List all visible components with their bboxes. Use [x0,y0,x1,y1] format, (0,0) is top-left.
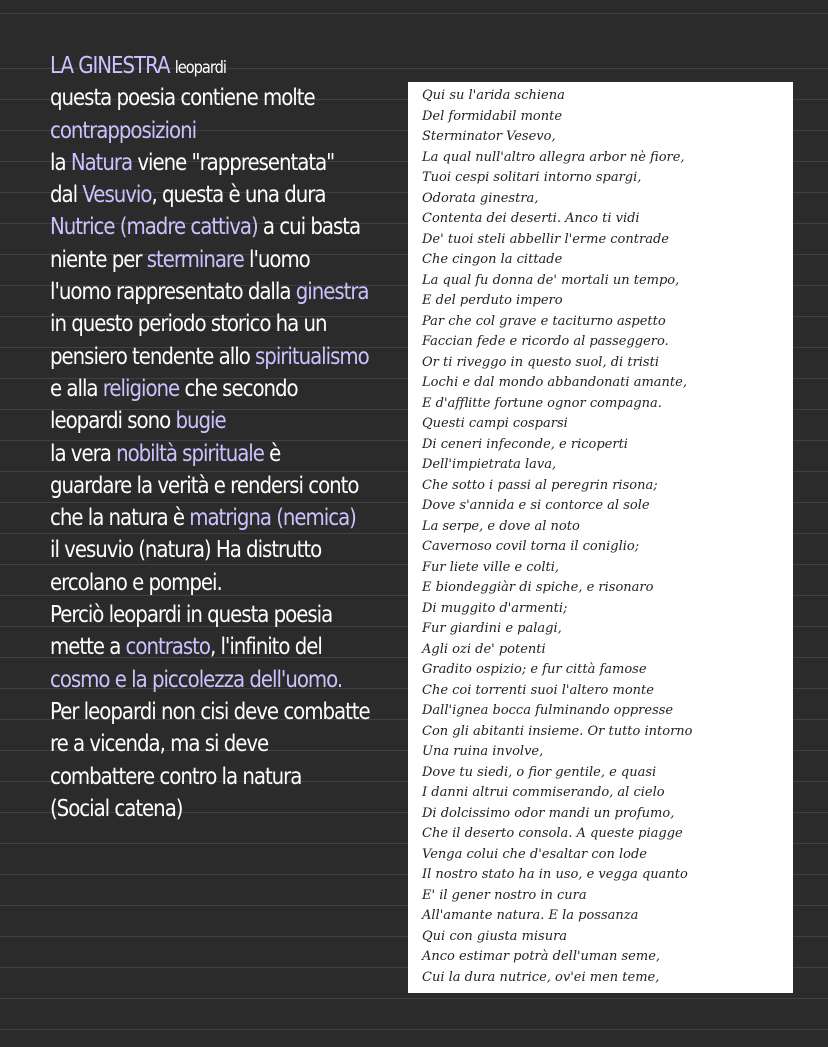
poem-line: Che il deserto consola. A queste piagge [422,826,683,841]
note-text: che secondo [179,375,298,402]
note-text: a cui basta [257,214,361,241]
poem-line: Con gli abitanti insieme. Or tutto intorno [422,723,693,739]
poem-line: All'amante natura. E la possanza [422,908,639,923]
note-text: questa poesia contiene molte [50,85,315,112]
poem-line: Dove s'annida e si contorce al sole [422,498,650,513]
poem-line: Che cingon la cittade [422,252,563,267]
poem-line: Odorata ginestra, [422,190,539,206]
note-text: mette a [50,634,126,661]
poem-line: Par che col grave e taciturno aspetto [422,313,666,329]
poem-line: Questi campi cosparsi [422,416,568,431]
poem-line: Fur giardini e palagi, [422,621,562,636]
note-line [50,405,360,437]
note-text: ercolano e pompei. [50,569,222,596]
poem-line: De' tuoi steli abbellir l'erme contrade [422,231,669,247]
note-text: l'uomo rappresentato dalla [50,279,296,306]
note-line [50,631,360,663]
note-highlight-text: spiritualismo [255,343,369,370]
poem-line: Anco estimar potrà dell'uman seme, [422,949,661,964]
note-line [50,761,360,793]
poem-line: Contenta dei deserti. Anco ti vidi [422,211,640,226]
note-text: , questa è una dura [151,182,326,209]
poem-line: I danni altrui commiserando, al cielo [422,785,665,800]
note-line [50,276,369,308]
note-line [50,211,360,243]
note-highlight-text: sterminare [146,246,244,273]
note-line [50,438,360,470]
poem-line: La qual null'altro allegra arbor nè fiore, [422,149,685,165]
poem-line: Dove tu siedi, o fior gentile, e quasi [422,764,657,780]
note-highlight-text: contrapposizioni [50,117,197,144]
poem-line: Faccian fede e ricordo al passeggero. [422,334,669,349]
note-line [50,696,370,728]
poem-line: Qui con giusta misura [422,928,568,944]
poem-line: Cui la dura nutrice, ov'ei men teme, [422,969,660,985]
poem-line: Di dolcissimo odor mandi un profumo, [422,805,675,821]
note-text: combattere contro la natura [50,763,302,790]
note-text: dal [50,182,83,209]
note-highlight-text: nobiltà spirituale [116,440,264,467]
handwritten-notes [50,50,410,825]
note-line [50,599,360,631]
poem-excerpt-panel [408,82,793,993]
note-text: leopardi sono [50,408,176,435]
poem-line: Cavernoso covil torna il coniglio; [422,539,640,554]
note-text: (Social catena) [50,795,183,822]
note-text: il vesuvio (natura) Ha distrutto [50,537,322,564]
poem-line: E biondeggiàr di spiche, e risonaro [422,580,654,595]
note-text: guardare la verità e rendersi conto [50,472,359,499]
poem-line: Fur liete ville e colti, [422,559,560,575]
note-highlight-text: Nutrice (madre cattiva) [50,214,258,241]
poem-text [422,86,692,988]
note-line [50,50,360,82]
note-line [50,534,360,566]
note-text: Per leopardi non cisi deve combatte [50,698,370,725]
note-line [50,308,360,340]
poem-line: Lochi e dal mondo abbandonati amante, [422,375,687,390]
note-text: re a vicenda, ma si deve [50,731,269,758]
note-line [50,470,360,502]
note-line [50,373,360,405]
note-highlight-text: Vesuvio [82,182,152,209]
note-text: , l'infinito del [209,634,322,661]
note-text: è [263,440,281,467]
note-highlight-text: cosmo e la piccolezza dell'uomo. [50,666,343,693]
note-highlight-text: contrasto [125,634,210,661]
poem-line: La serpe, e dove al noto [422,518,580,534]
poem-line: E' il gener nostro in cura [422,887,587,903]
note-line [50,567,360,599]
note-line [50,82,360,114]
note-text: pensiero tendente allo [50,343,256,370]
poem-line: Di muggito d'armenti; [422,600,568,616]
note-line [50,179,360,211]
poem-line: Tuoi cespi solitari intorno spargi, [422,170,642,185]
note-text: niente per [50,246,147,273]
poem-line: E d'afflitte fortune ognor compagna. [422,395,662,411]
note-line [50,147,360,179]
poem-line: La qual fu donna de' mortali un tempo, [422,272,680,288]
note-text: leopardi [174,58,226,78]
note-highlight-text: Natura [70,149,133,176]
poem-line: Una ruina involve, [422,744,544,759]
poem-line: E del perduto impero [422,293,563,308]
note-text: la [50,149,71,176]
note-highlight-text: ginestra [295,279,369,306]
poem-line: Agli ozi de' potenti [422,641,546,657]
note-line [50,728,360,760]
poem-line: Il nostro stato ha in uso, e vegga quanto [422,867,688,882]
note-text: che la natura è [50,505,190,532]
note-highlight-text: matrigna (nemica) [189,505,356,532]
note-line [50,341,369,373]
poem-line: Dall'ignea bocca fulminando oppresse [422,703,674,718]
note-line [50,793,360,825]
poem-line: Venga colui che d'esaltar con lode [422,846,647,862]
poem-line: Che sotto i passi al peregrin risona; [422,477,658,493]
note-line [50,115,360,147]
poem-line: Qui su l'arida schiena [422,88,565,103]
note-text: e alla [50,375,103,402]
note-line [50,664,360,696]
poem-line: Che coi torrenti suoi l'altero monte [422,682,654,698]
poem-line: Del formidabil monte [422,108,563,124]
note-text: l'uomo [243,246,310,273]
poem-line: Sterminator Vesevo, [422,129,556,144]
note-line [50,502,360,534]
poem-line: Di ceneri infeconde, e ricoperti [422,436,628,452]
note-highlight-text: bugie [175,408,226,435]
note-highlight-text: religione [102,375,180,402]
poem-line: Dell'impietrata lava, [422,457,557,472]
note-text: in questo periodo storico ha un [50,311,327,338]
note-line [50,244,360,276]
note-text: Perciò leopardi in questa poesia [50,602,333,629]
note-text: viene "rappresentata" [132,149,335,176]
poem-line: Or ti riveggo in questo suol, di tristi [422,354,659,370]
poem-line: Gradito ospizio; e fur città famose [422,662,647,677]
note-text: la vera [50,440,117,467]
note-highlight-text: LA GINESTRA [50,53,175,79]
